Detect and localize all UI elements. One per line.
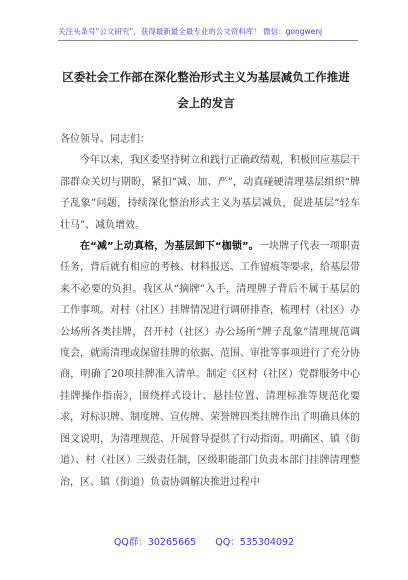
footer-qq: QQ：535304092 <box>215 537 295 548</box>
title-line-2: 会上的发言 <box>177 96 235 110</box>
header-banner: 关注头条号“公文研究”，获得最新最全最专业的公文资料库！ 微信：gongwenj <box>58 27 323 36</box>
salutation: 各位领导、同志们： <box>60 134 150 145</box>
paragraph-2-text: 一块牌子代表一项职责任务，背后就有相应的考核、材料报送、工作留痕等要求，给基层带来不必要的负担。我区从“摘牌”入手，清理牌子背后不属于基层的工作事项。对村（社区）挂牌情况进行调研排查，梳理村（社区）办公场所各类挂牌，召开村（社区）办公场所“牌子乱象”清理规范调度会，就需清理或保留挂牌的依据、范围、审批等事项进行了充分协商，明确了20项挂牌准入清单。制定《区村（社区）党群服务中心挂牌操作指南》，围绕样式设计、悬挂位置、清理标准等规范化要求，对标识牌、制度牌、宣传牌、荣誉牌四类挂牌作出了明确具体的图文说明，为清理规范、开展督导提供了行动指南。明确区、镇（街道）、村（社区）三级责任制，区级职能部门负责本部门挂牌清理整治，区、镇（街道）负责协调解决推进过程中 <box>60 241 361 488</box>
paragraph-2 <box>60 236 360 493</box>
header-divider <box>58 40 358 41</box>
footer-contact <box>0 534 408 548</box>
paragraph-1: 今年以来，我区委坚持树立和践行正确政绩观，积极回应基层干部群众关切与期盼，紧扣“减、加、严”，动真碰硬清理基层组织“牌子乱象”问题，持续深化整治形式主义为基层减负，促进基层“轻车壮马”、减负增效。 <box>60 155 360 231</box>
document-body <box>60 129 360 493</box>
paragraph-2-heading: 在“减”上动真格，为基层卸下“枷锁”。 <box>80 241 259 253</box>
document-title <box>60 64 352 116</box>
footer-qq-group: QQ群：30265665 <box>113 537 197 548</box>
title-line-1: 区委社会工作部在深化整治形式主义为基层减负工作推进 <box>62 70 350 84</box>
